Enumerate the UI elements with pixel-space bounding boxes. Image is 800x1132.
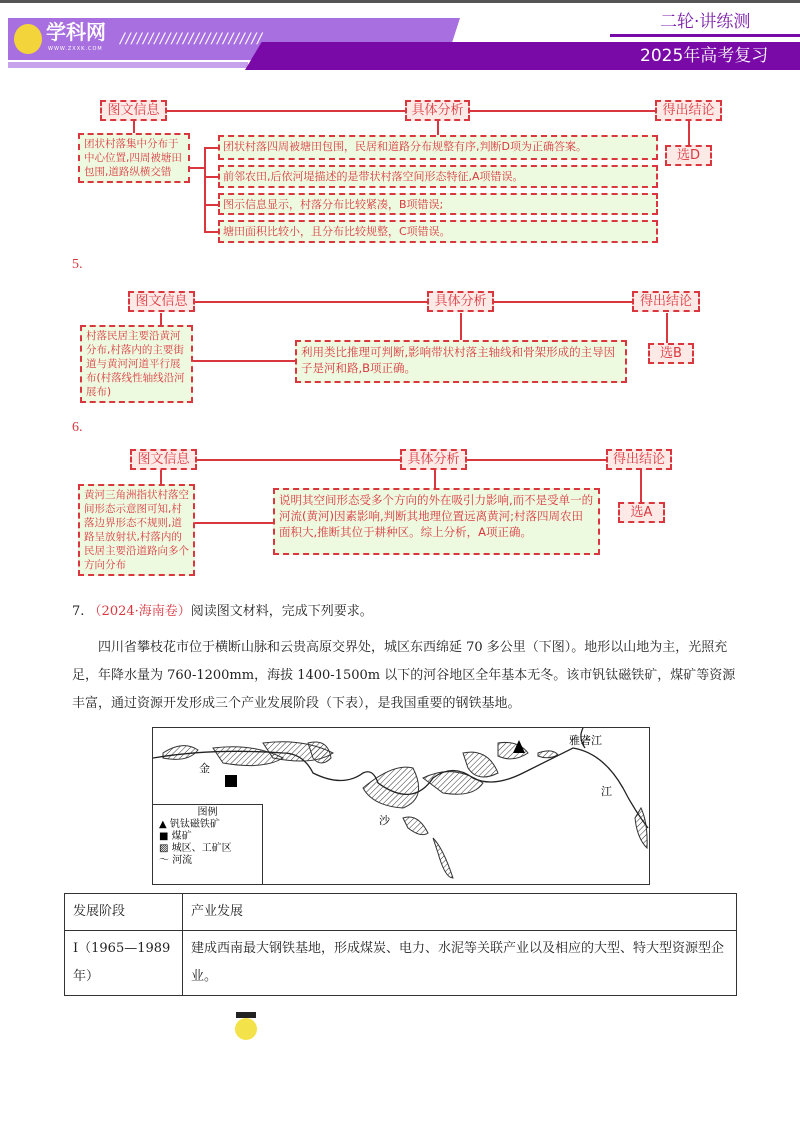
table-cell: 建成西南最大钢铁基地，形成煤炭、电力、水泥等关联产业以及相应的大型、特大型资源型企业。: [183, 931, 737, 996]
mascot-logo-icon: [14, 24, 42, 54]
coal-mine-square-icon: [225, 775, 237, 787]
info-box: 村落民居主要沿黄河分布,村落内的主要街道与黄河河道平行展布(村落线性轴线沿河展布): [80, 325, 193, 403]
header-conclusion: 得出结论: [632, 291, 700, 312]
analysis-box: 说明其空间形态受多个方向的外在吸引力影响,而不是受单一的河流(黄河)因素影响,判断其地理位置远离黄河;村落四周农田面积大,推断其位于耕种区。综上分析，A项正确。: [273, 488, 600, 555]
legend-item: ■ 煤矿: [159, 831, 192, 842]
info-box: 团状村落集中分布于中心位置,四周被塘田包围,道路纵横交错: [78, 133, 190, 183]
map-label-jin: 金: [199, 762, 210, 775]
analysis-box: 图示信息显示，村落分布比较紧凑，B项错误;: [218, 193, 658, 215]
legend-item: 〜 河流: [159, 855, 193, 866]
analysis-box: 团状村落四周被塘田包围，民居和道路分布规整有序,判断D项为正确答案。: [218, 135, 658, 160]
table-header: 发展阶段: [65, 894, 183, 931]
series-underline: [610, 34, 800, 37]
map-label-sha: 沙: [379, 814, 390, 827]
map-figure: [152, 727, 650, 885]
map-legend: [153, 804, 263, 884]
table-cell: I（1965—1989年）: [65, 931, 183, 996]
question-source: （2024·海南卷）: [88, 604, 191, 619]
legend-title: 图例: [197, 807, 218, 818]
logo-url: WWW.ZXXK.COM: [48, 46, 103, 52]
question-number: 6.: [72, 420, 83, 435]
map-label-yalong: 雅砻江: [569, 734, 602, 747]
header-band-underline: [8, 62, 248, 68]
table-header-row: [65, 894, 737, 931]
mascot-cap-icon: [236, 1012, 256, 1018]
header-analysis: 具体分析: [400, 449, 467, 470]
mascot-icon: [235, 1018, 257, 1040]
header-conclusion: 得出结论: [655, 100, 722, 121]
analysis-box: 塘田面积比较小，且分布比较规整，C项错误。: [218, 220, 658, 243]
year-title: 2025年高考复习: [640, 46, 769, 66]
top-rule: [0, 0, 800, 3]
question-number: 5.: [72, 257, 83, 272]
answer-box: 选D: [665, 145, 712, 166]
legend-item: ▲ 钒钛磁铁矿: [159, 819, 220, 830]
question-number: 7.: [72, 604, 85, 619]
header-analysis: 具体分析: [405, 100, 470, 121]
table-row: [65, 931, 737, 996]
answer-box: 选A: [618, 502, 665, 523]
logo: 学科网: [46, 20, 106, 44]
question-7-stem: [72, 598, 373, 626]
map-label-jiang: 江: [601, 785, 612, 798]
question-prompt: 阅读图文材料，完成下列要求。: [190, 604, 373, 619]
answer-box: 选B: [648, 343, 694, 364]
question-paragraph: 四川省攀枝花市位于横断山脉和云贵高原交界处，城区东西绵延 70 多公里（下图）。地形以山地为主，光照充足，年降水量为 760-1200mm，海拔 1400-1500m 以下的河谷地区全年基本无冬。该市钒钛磁铁矿，煤矿等资源丰富，通过资源开发形成三个产业发展阶段（下表），是我国重要的钢铁基地。: [72, 640, 736, 711]
header-conclusion: 得出结论: [606, 449, 672, 470]
series-title: 二轮·讲练测: [660, 12, 751, 32]
analysis-box: 利用类比推理可判断,影响带状村落主轴线和骨架形成的主导因子是河和路,B项正确。: [295, 340, 627, 383]
analysis-box: 前邻农田,后依河堤描述的是带状村落空间形态特征,A项错误。: [218, 165, 658, 188]
decorative-slashes: /////////////////////////: [120, 31, 263, 47]
header-info: 图文信息: [100, 100, 167, 121]
development-table: [64, 893, 737, 996]
legend-item: ▨ 城区、工矿区: [159, 843, 232, 854]
header-analysis: 具体分析: [427, 291, 494, 312]
header-info: 图文信息: [130, 449, 197, 470]
info-box: 黄河三角洲指状村落空间形态示意图可知,村落边界形态不规则,道路呈放射状,村落内的民居主要沿道路向多个方向分布: [78, 484, 195, 576]
table-header: 产业发展: [183, 894, 737, 931]
header-info: 图文信息: [128, 291, 195, 312]
